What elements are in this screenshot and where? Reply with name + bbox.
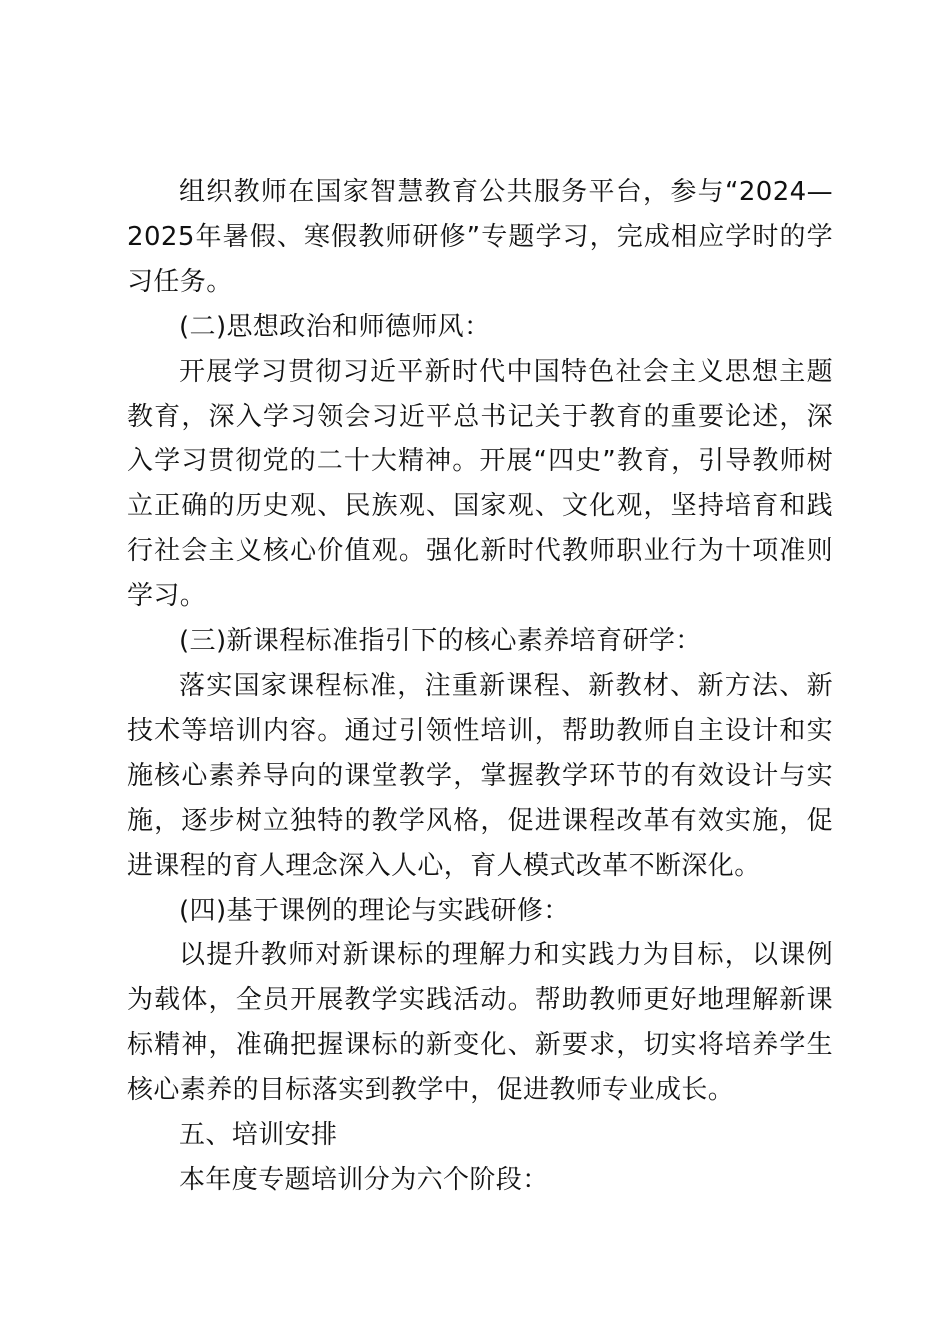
- paragraph-curriculum: 落实国家课程标准，注重新课程、新教材、新方法、新技术等培训内容。通过引领性培训，帮助教师自主设计和实施核心素养导向的课堂教学，掌握教学环节的有效设计与实施，逐步树立独特的教学风格，促进课程改革有效实施，促进课程的育人理念深入人心，育人模式改革不断深化。: [127, 670, 833, 881]
- section-heading-schedule: 五、培训安排: [179, 1120, 338, 1151]
- paragraph-study-tasks: 组织教师在国家智慧教育公共服务平台，参与“2024—2025年暑假、寒假教师研修”专题学习，完成相应学时的学习任务。: [127, 177, 833, 297]
- paragraph-ethics: 开展学习贯彻习近平新时代中国特色社会主义思想主题教育，深入学习领会习近平总书记关于教育的重要论述，深入学习贯彻党的二十大精神。开展“四史”教育，引导教师树立正确的历史观、民族观、国家观、文化观，坚持培育和践行社会主义核心价值观。强化新时代教师职业行为十项准则学习。: [127, 356, 833, 612]
- paragraph-schedule: 本年度专题培训分为六个阶段：: [179, 1164, 549, 1195]
- document-body: [127, 170, 833, 1203]
- section-heading-ethics: (二)思想政治和师德师风：: [179, 311, 491, 342]
- paragraph-case-study: 以提升教师对新课标的理解力和实践力为目标，以课例为载体，全员开展教学实践活动。帮助教师更好地理解新课标精神，准确把握课标的新变化、新要求，切实将培养学生核心素养的目标落实到教学中，促进教师专业成长。: [127, 940, 833, 1106]
- section-heading-case-study: (四)基于课例的理论与实践研修：: [179, 895, 570, 926]
- section-heading-curriculum: (三)新课程标准指引下的核心素养培育研学：: [179, 626, 702, 657]
